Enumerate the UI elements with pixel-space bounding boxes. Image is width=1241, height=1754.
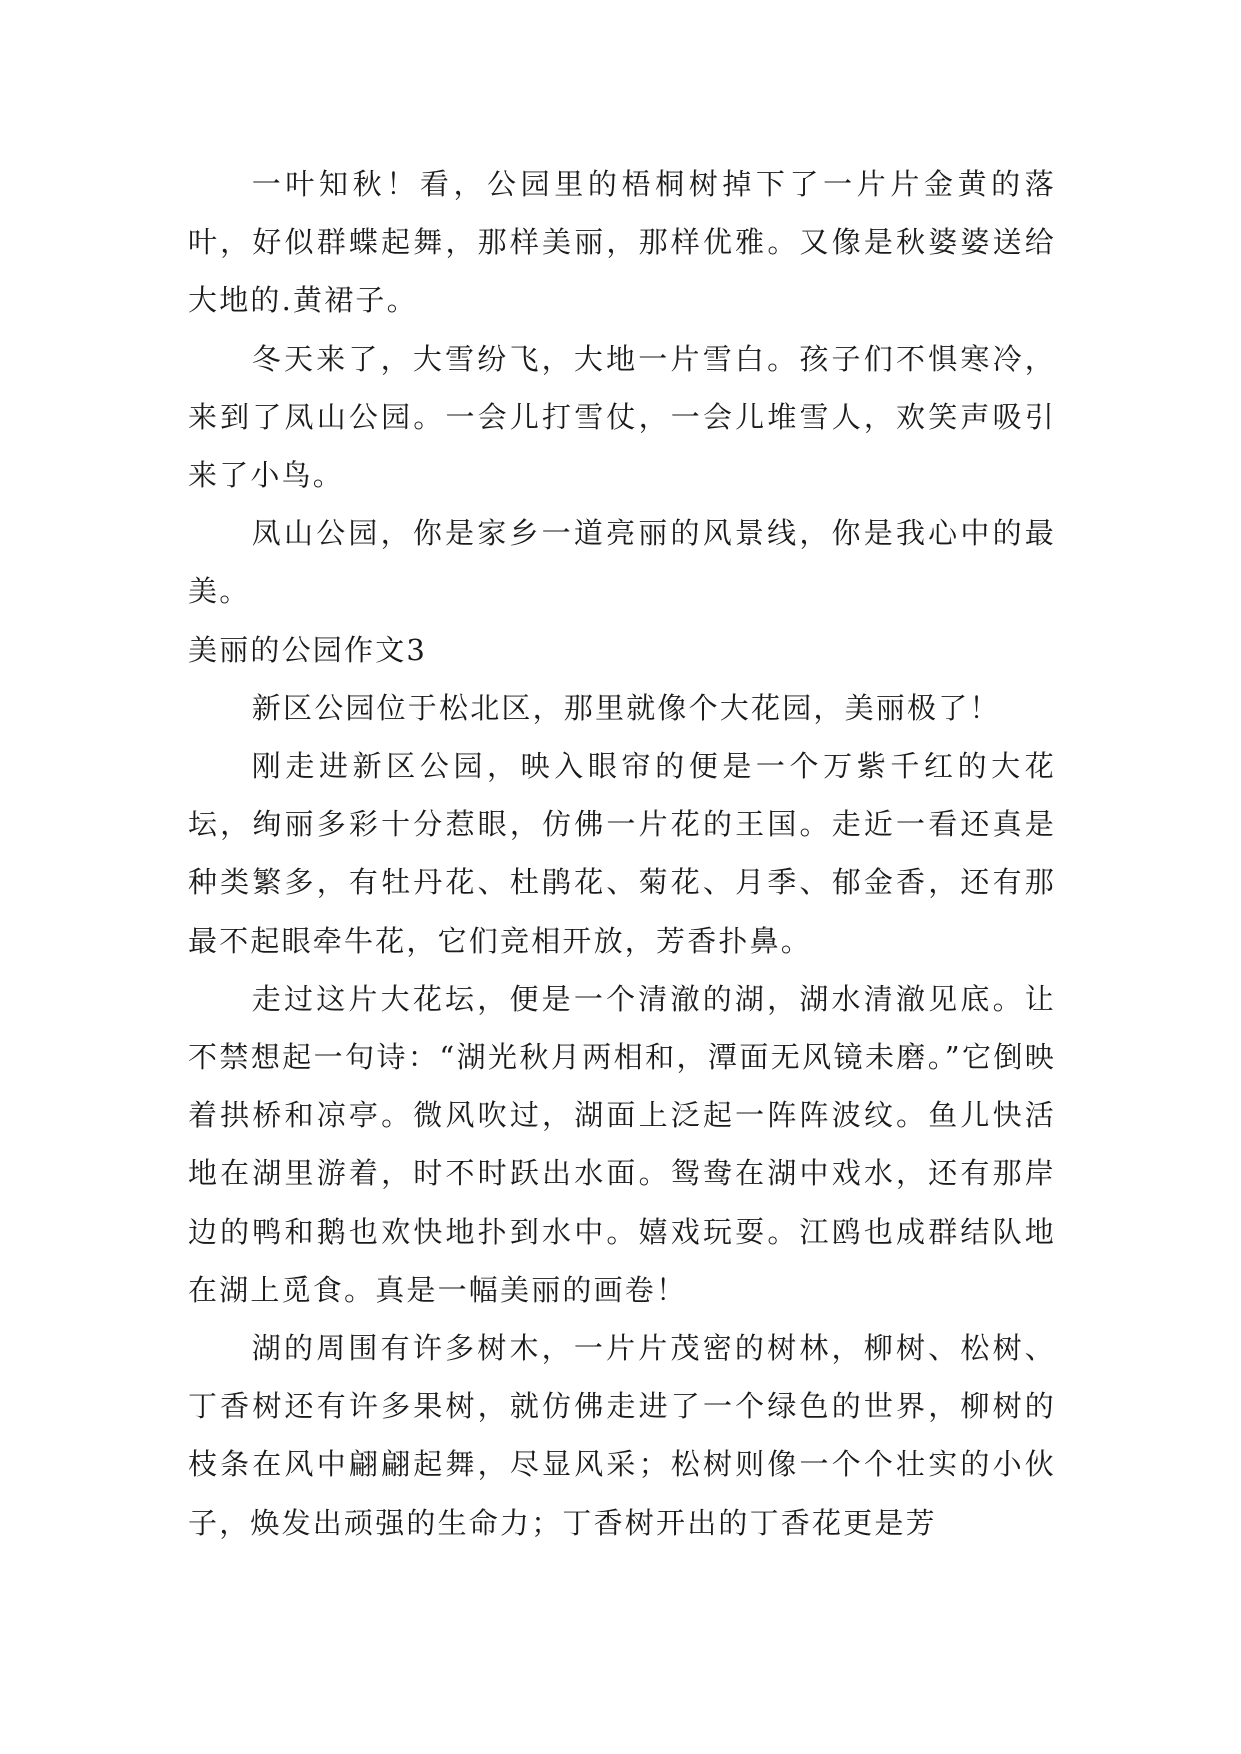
- paragraph-winter: 冬天来了，大雪纷飞，大地一片雪白。孩子们不惧寒冷，来到了凤山公园。一会儿打雪仗，一会儿堆雪人，欢笑声吸引来了小鸟。: [188, 341, 1056, 493]
- section-heading: 美丽的公园作文3: [188, 632, 428, 667]
- paragraph-trees: 湖的周围有许多树木，一片片茂密的树林，柳树、松树、丁香树还有许多果树，就仿佛走进了一个绿色的世界，柳树的枝条在风中翩翩起舞，尽显风采；松树则像一个个壮实的小伙子，焕发出顽强的生命力；丁香树开出的丁香花更是芳: [188, 1331, 1056, 1540]
- paragraph-intro: 新区公园位于松北区，那里就像个大花园，美丽极了！: [251, 690, 1001, 725]
- paragraph-flower-bed: 刚走进新区公园，映入眼帘的便是一个万紫千红的大花坛，绚丽多彩十分惹眼，仿佛一片花的王国。走近一看还真是种类繁多，有牡丹花、杜鹃花、菊花、月季、郁金香，还有那最不起眼牵牛花，它们竞相开放，芳香扑鼻。: [188, 749, 1056, 958]
- document-body: [188, 155, 1056, 1552]
- paragraph-autumn: 一叶知秋！看，公园里的梧桐树掉下了一片片金黄的落叶，好似群蝶起舞，那样美丽，那样优雅。又像是秋婆婆送给大地的.黄裙子。: [188, 167, 1056, 318]
- paragraph-conclusion: 凤山公园，你是家乡一道亮丽的风景线，你是我心中的最美。: [188, 516, 1056, 609]
- paragraph-lake: 走过这片大花坛，便是一个清澈的湖，湖水清澈见底。让不禁想起一句诗：“湖光秋月两相和，潭面无风镜未磨。”它倒映着拱桥和凉亭。微风吹过，湖面上泛起一阵阵波纹。鱼儿快活地在湖里游着，时不时跃出水面。鸳鸯在湖中戏水，还有那岸边的鸭和鹅也欢快地扑到水中。嬉戏玩耍。江鸥也成群结队地在湖上觅食。真是一幅美丽的画卷！: [188, 981, 1056, 1307]
